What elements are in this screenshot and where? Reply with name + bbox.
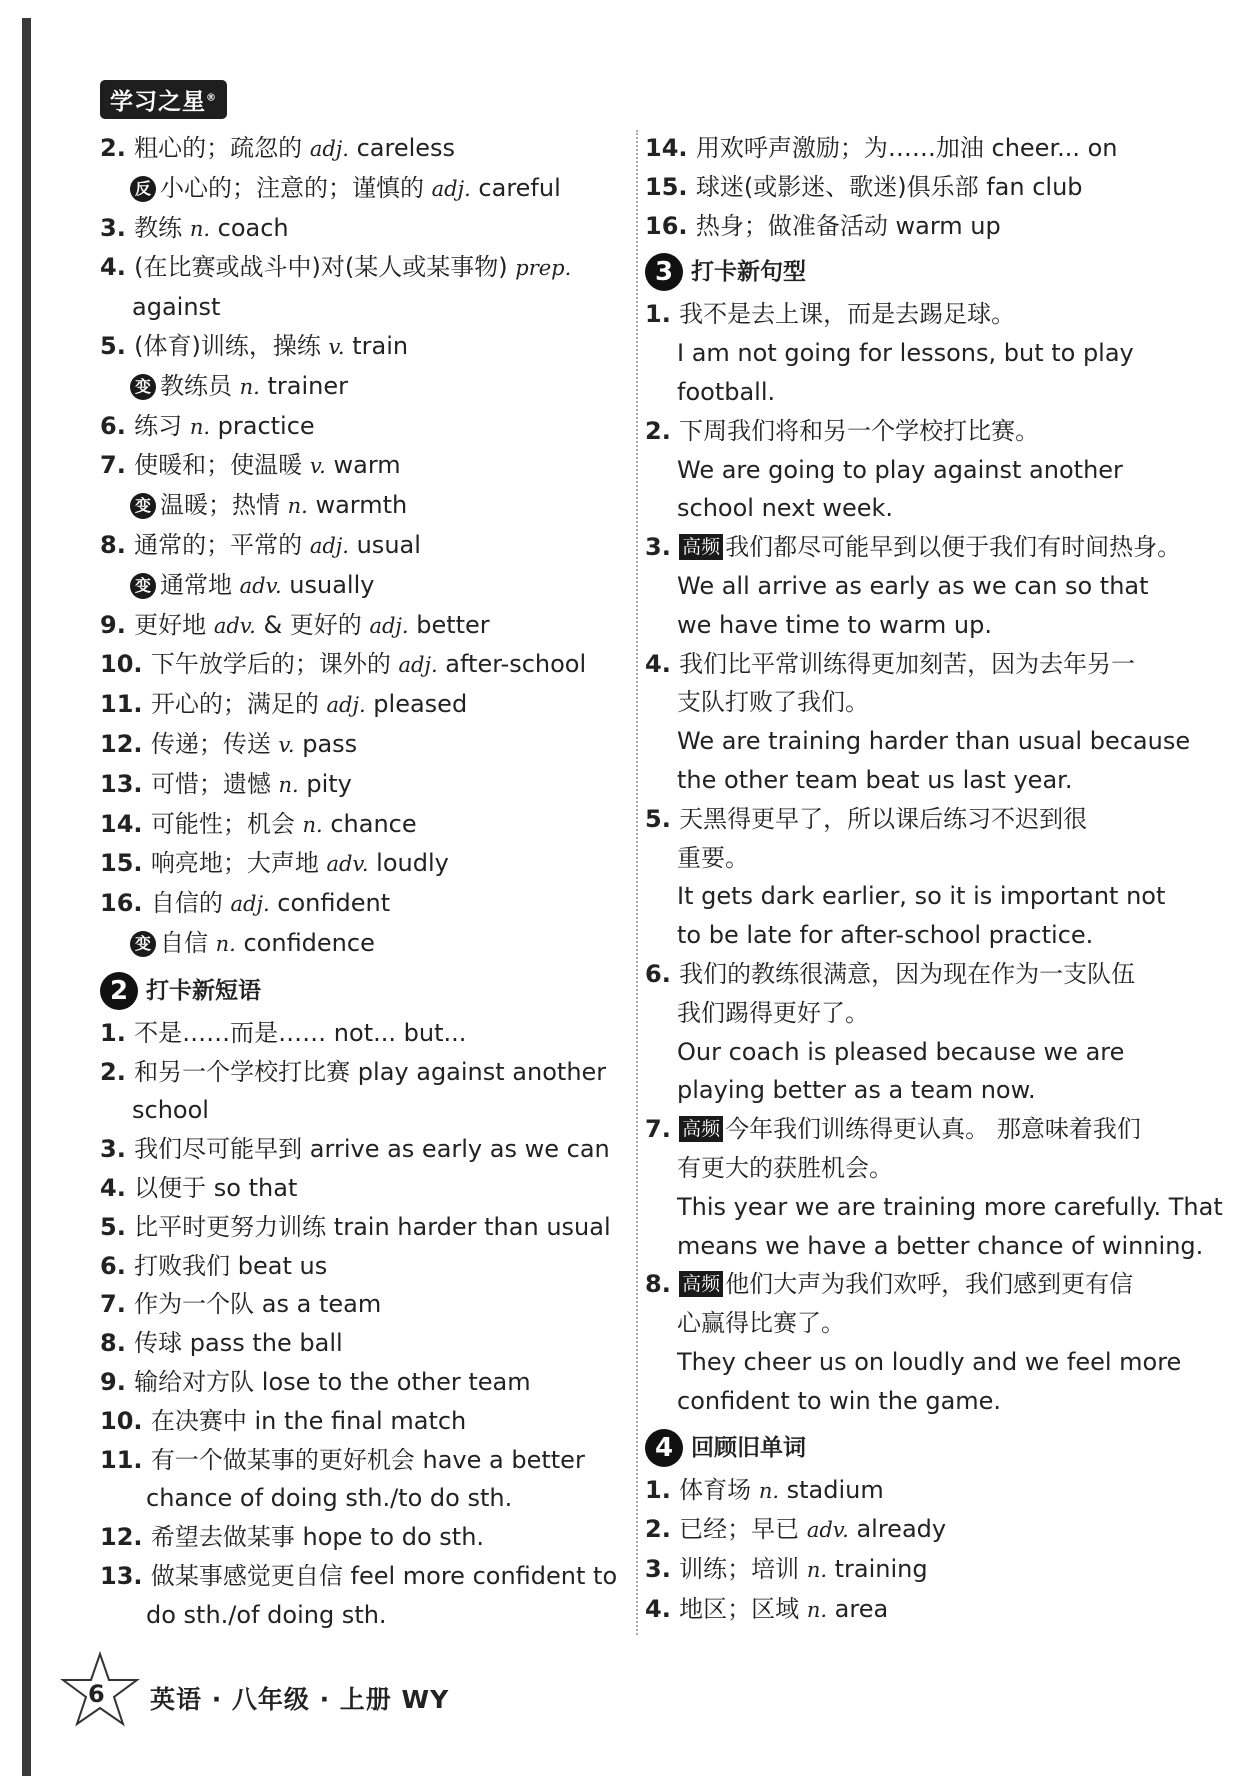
vocab-entry xyxy=(100,407,630,447)
section-new-phrases xyxy=(100,972,630,1010)
right-column xyxy=(645,129,1223,1630)
item-number: 16. xyxy=(645,211,696,240)
chinese-meaning: 可惜；遗憾 xyxy=(150,769,279,798)
phrase-text: 输给对方队 lose to the other team xyxy=(134,1367,531,1396)
sentence-chinese-cont: 心赢得比赛了。 xyxy=(677,1309,845,1338)
sentence-chinese xyxy=(645,1265,1165,1304)
phrase-text: 和另一个学校打比赛 play against another xyxy=(134,1057,607,1086)
section-title: 打卡新句型 xyxy=(691,259,806,286)
chinese-meaning: 地区；区域 xyxy=(679,1594,807,1623)
column-divider xyxy=(636,130,638,1635)
phrase-text: 用欢呼声激励；为……加油 cheer... on xyxy=(695,134,1118,162)
footer-title: 英语 · 八年级 · 上册 WY xyxy=(150,1685,450,1714)
chinese-meaning: 更好地 xyxy=(134,610,214,639)
english-word: chance xyxy=(322,809,417,838)
english-word: train xyxy=(344,331,409,360)
item-number: 2. xyxy=(645,416,680,445)
part-of-speech: n. xyxy=(215,931,236,956)
sentence-english: It gets dark earlier, so it is important not xyxy=(677,882,1166,911)
english-word: coach xyxy=(210,213,289,242)
chinese-meaning: 体育场 xyxy=(679,1475,759,1504)
sentence-english: to be late for after-school practice. xyxy=(677,921,1094,950)
english-word: careful xyxy=(470,173,561,202)
sentence-english: the other team beat us last year. xyxy=(677,765,1073,794)
sentence-english: They cheer us on loudly and we feel more xyxy=(677,1347,1182,1376)
item-number: 5. xyxy=(100,331,135,360)
sentence-chinese xyxy=(645,528,1182,567)
chinese-text: 我不是去上课，而是去踢足球。 xyxy=(679,300,1016,329)
vocab-entry xyxy=(100,924,630,964)
vocab-entry xyxy=(100,209,630,249)
item-number: 4. xyxy=(645,1594,680,1623)
chinese-meaning: (体育)训练，操练 xyxy=(134,331,329,360)
english-word: usually xyxy=(281,570,375,599)
item-number: 11. xyxy=(100,1445,151,1474)
part-of-speech: adv. xyxy=(239,573,282,598)
item-number: 9. xyxy=(100,610,135,639)
sentence-chinese xyxy=(645,1110,1165,1149)
left-column xyxy=(100,129,630,1634)
phrase-text: 我们尽可能早到 arrive as early as we can xyxy=(134,1135,610,1164)
chinese-meaning: 通常地 xyxy=(160,570,240,599)
vocab-entry xyxy=(645,1550,1165,1590)
part-of-speech: n. xyxy=(806,1558,828,1583)
part-of-speech: n. xyxy=(287,494,308,519)
phrase-entry xyxy=(100,1130,630,1169)
part-of-speech: adj. xyxy=(230,892,270,917)
sentence-english: This year we are training more carefully. That xyxy=(677,1192,1223,1221)
vocab-entry xyxy=(100,169,630,209)
part-of-speech: n. xyxy=(189,216,211,241)
item-number: 10. xyxy=(100,1406,151,1435)
variant-badge: 变 xyxy=(130,931,156,957)
item-number: 8. xyxy=(645,1270,680,1299)
item-number: 3. xyxy=(100,213,135,242)
chinese-meaning: 教练员 xyxy=(160,371,240,400)
chinese-meaning: 训练；培训 xyxy=(679,1555,807,1584)
english-word: practice xyxy=(210,411,315,440)
part-of-speech: adj. xyxy=(309,137,349,161)
chinese-text: 下周我们将和另一个学校打比赛。 xyxy=(679,416,1040,445)
section-review-words xyxy=(645,1429,1165,1467)
item-number: 1. xyxy=(645,300,680,329)
item-number: 3. xyxy=(645,1555,680,1584)
phrase-text: 热身；做准备活动 warm up xyxy=(695,211,1001,240)
item-number: 7. xyxy=(100,451,135,480)
vocab-entry xyxy=(100,327,630,367)
sentence-english: We all arrive as early as we can so that xyxy=(677,571,1149,600)
variant-badge: 变 xyxy=(130,374,156,400)
part-of-speech: adj. xyxy=(398,653,438,678)
part-of-speech: v. xyxy=(309,454,326,479)
part-of-speech: adj. xyxy=(431,176,471,201)
phrase-entry xyxy=(645,168,1165,207)
vocab-entry xyxy=(100,367,630,407)
variant-badge: 变 xyxy=(130,493,156,519)
section-title: 打卡新短语 xyxy=(146,977,261,1004)
phrase-entry xyxy=(645,207,1165,246)
english-word: confidence xyxy=(235,928,375,957)
item-number: 2. xyxy=(100,1057,135,1086)
phrase-continuation: chance of doing sth./to do sth. xyxy=(146,1484,513,1513)
item-number: 7. xyxy=(100,1290,135,1319)
chinese-meaning: 可能性；机会 xyxy=(150,809,303,838)
part-of-speech: adj. xyxy=(326,693,366,718)
item-number: 4. xyxy=(100,253,135,282)
chinese-meaning: 练习 xyxy=(134,411,190,440)
sentence-english: confident to win the game. xyxy=(677,1386,1002,1415)
item-number: 10. xyxy=(100,650,151,679)
chinese-meaning: 通常的；平常的 xyxy=(134,530,310,559)
phrase-entry xyxy=(100,1518,630,1557)
chinese-meaning: 自信的 xyxy=(150,889,231,918)
chinese-meaning: 使暖和；使温暖 xyxy=(134,451,310,480)
part-of-speech: n. xyxy=(239,374,260,399)
phrase-entry xyxy=(100,1324,630,1363)
part-of-speech: adj. xyxy=(369,613,409,638)
sentence-chinese xyxy=(645,295,1165,334)
english-word: area xyxy=(827,1594,889,1623)
part-of-speech: n. xyxy=(806,1597,828,1622)
item-number: 3. xyxy=(645,533,680,562)
english-word: already xyxy=(848,1515,947,1544)
vocab-entry xyxy=(100,645,630,685)
vocab-entry xyxy=(100,486,630,526)
english-word: better xyxy=(408,610,490,639)
chinese-meaning: 响亮地；大声地 xyxy=(150,849,327,878)
vocab-entry xyxy=(100,685,630,725)
vocab-entry xyxy=(100,446,630,486)
variant-badge: 反 xyxy=(130,176,156,202)
high-frequency-tag: 高频 xyxy=(679,1271,723,1297)
item-number: 2. xyxy=(100,134,135,162)
english-word: pity xyxy=(298,769,352,798)
item-number: 5. xyxy=(100,1212,135,1241)
sentence-english: I am not going for lessons, but to play xyxy=(677,339,1134,368)
chinese-meaning: 开心的；满足的 xyxy=(150,690,327,719)
phrase-text: 在决赛中 in the final match xyxy=(150,1406,467,1435)
high-frequency-tag: 高频 xyxy=(679,534,723,560)
part-of-speech: n. xyxy=(189,414,211,439)
item-number: 5. xyxy=(645,804,680,833)
item-number: 6. xyxy=(100,1251,135,1280)
vocab-entry xyxy=(100,805,630,845)
vocab-entry xyxy=(645,1590,1165,1630)
phrase-text: 作为一个队 as a team xyxy=(134,1290,382,1319)
chinese-meaning: 传递；传送 xyxy=(150,729,279,758)
phrase-entry xyxy=(100,1402,630,1441)
part-of-speech: v. xyxy=(278,732,295,757)
sentence-english: school next week. xyxy=(677,494,894,523)
phrase-text: 比平时更努力训练 train harder than usual xyxy=(134,1212,611,1241)
sentence-english: Our coach is pleased because we are xyxy=(677,1037,1125,1066)
english-word: pass xyxy=(294,729,358,758)
section-number: 4 xyxy=(645,1429,683,1467)
page-spine xyxy=(22,18,31,1776)
english-word: confident xyxy=(269,889,391,918)
item-number: 15. xyxy=(645,172,696,201)
english-word: usual xyxy=(348,530,421,559)
phrase-text: 做某事感觉更自信 feel more confident to xyxy=(150,1561,618,1590)
sentence-chinese xyxy=(645,412,1165,451)
english-word: training xyxy=(827,1555,928,1584)
item-number: 8. xyxy=(100,530,135,559)
item-number: 6. xyxy=(645,959,680,988)
phrase-entry xyxy=(100,1053,630,1092)
sentence-english: we have time to warm up. xyxy=(677,610,992,639)
chinese-text: 我们的教练很满意，因为现在作为一支队伍 xyxy=(679,959,1136,988)
item-number: 11. xyxy=(100,690,151,719)
chinese-meaning: 小心的；注意的；谨慎的 xyxy=(160,173,432,202)
chinese-text: 我们比平常训练得更加刻苦，因为去年另一 xyxy=(679,649,1136,678)
phrase-entry xyxy=(100,1363,630,1402)
item-number: 4. xyxy=(100,1173,135,1202)
section-number: 2 xyxy=(100,972,138,1010)
sentence-english: playing better as a team now. xyxy=(677,1076,1036,1105)
phrase-entry xyxy=(100,1285,630,1324)
sentence-chinese-cont: 重要。 xyxy=(677,843,749,872)
item-number: 6. xyxy=(100,411,135,440)
phrase-entry xyxy=(100,1014,630,1053)
section-title: 回顾旧单词 xyxy=(691,1434,806,1461)
vocab-entry xyxy=(100,606,630,646)
item-number: 7. xyxy=(645,1115,680,1144)
item-number: 12. xyxy=(100,729,151,758)
phrase-text: 球迷(或影迷、歌迷)俱乐部 fan club xyxy=(695,172,1083,201)
part-of-speech: adv. xyxy=(326,852,369,877)
english-word: stadium xyxy=(779,1475,884,1504)
chinese-text: 我们都尽可能早到以便于我们有时间热身。 xyxy=(725,533,1182,562)
vocab-entry xyxy=(100,526,630,566)
part-of-speech: n. xyxy=(758,1478,780,1503)
phrase-entry xyxy=(100,1441,630,1480)
english-word: warmth xyxy=(307,491,408,520)
phrase-text: 有一个做某事的更好机会 have a better xyxy=(150,1445,585,1474)
item-number: 12. xyxy=(100,1523,151,1552)
vocab-entry xyxy=(100,566,630,606)
vocab-entry xyxy=(100,884,630,924)
item-number: 9. xyxy=(100,1367,135,1396)
chinese-meaning: (在比赛或战斗中)对(某人或某事物) xyxy=(134,253,516,282)
phrase-entry xyxy=(645,129,1165,168)
item-number: 16. xyxy=(100,889,151,918)
chinese-meaning: 教练 xyxy=(134,213,190,242)
chinese-meaning: 粗心的；疏忽的 xyxy=(134,134,310,162)
vocab-entry xyxy=(100,725,630,765)
part-of-speech: adv. xyxy=(806,1518,849,1543)
phrase-text: 不是……而是…… not... but... xyxy=(134,1018,467,1047)
part-of-speech: n. xyxy=(278,772,299,797)
sentence-english: means we have a better chance of winning. xyxy=(677,1231,1204,1260)
sentence-english: We are going to play against another xyxy=(677,455,1123,484)
item-number: 8. xyxy=(100,1329,135,1358)
part-of-speech: v. xyxy=(328,334,345,359)
vocab-continuation: against xyxy=(132,293,221,322)
sentence-chinese-cont: 有更大的获胜机会。 xyxy=(677,1153,893,1182)
chinese-meaning: & 更好的 xyxy=(255,610,370,639)
item-number: 13. xyxy=(100,1561,151,1590)
english-word: careless xyxy=(348,134,456,162)
phrase-continuation: school xyxy=(132,1096,209,1125)
phrase-entry xyxy=(100,1169,630,1208)
english-word: after-school xyxy=(437,650,587,679)
phrase-text: 以便于 so that xyxy=(134,1173,298,1202)
brand-logo: 学习之星® xyxy=(100,80,227,119)
section-number: 3 xyxy=(645,253,683,291)
chinese-meaning: 温暖；热情 xyxy=(160,491,288,520)
sentence-chinese xyxy=(645,800,1165,839)
chinese-text: 他们大声为我们欢呼，我们感到更有信 xyxy=(725,1270,1134,1299)
vocab-entry xyxy=(100,248,630,288)
vocab-entry xyxy=(100,129,630,169)
part-of-speech: adj. xyxy=(309,533,349,558)
sentence-english: football. xyxy=(677,377,776,406)
sentence-chinese-cont: 我们踢得更好了。 xyxy=(677,998,869,1027)
phrase-text: 打败我们 beat us xyxy=(134,1251,328,1280)
phrase-entry xyxy=(100,1208,630,1247)
item-number: 4. xyxy=(645,649,680,678)
english-word: trainer xyxy=(259,371,348,400)
sentence-english: We are training harder than usual because xyxy=(677,727,1191,756)
english-word: pleased xyxy=(365,690,468,719)
vocab-entry xyxy=(100,765,630,805)
chinese-meaning: 自信 xyxy=(160,928,216,957)
item-number: 3. xyxy=(100,1135,135,1164)
variant-badge: 变 xyxy=(130,573,156,599)
english-word: loudly xyxy=(368,849,449,878)
part-of-speech: adv. xyxy=(213,613,256,638)
phrase-entry xyxy=(100,1557,630,1596)
vocab-entry xyxy=(645,1471,1165,1511)
item-number: 14. xyxy=(100,809,151,838)
chinese-meaning: 下午放学后的；课外的 xyxy=(150,650,399,679)
phrase-text: 希望去做某事 hope to do sth. xyxy=(150,1523,485,1552)
item-number: 14. xyxy=(645,134,696,162)
part-of-speech: prep. xyxy=(515,256,572,281)
item-number: 1. xyxy=(100,1018,135,1047)
part-of-speech: n. xyxy=(302,812,323,837)
phrase-text: 传球 pass the ball xyxy=(134,1329,343,1358)
chinese-meaning: 已经；早已 xyxy=(679,1515,807,1544)
vocab-entry xyxy=(100,844,630,884)
item-number: 2. xyxy=(645,1515,680,1544)
high-frequency-tag: 高频 xyxy=(679,1116,723,1142)
page-number: 6 xyxy=(88,1680,105,1708)
chinese-text: 今年我们训练得更认真。 那意味着我们 xyxy=(725,1115,1141,1144)
section-new-sentences xyxy=(645,253,1165,291)
item-number: 13. xyxy=(100,769,151,798)
chinese-text: 天黑得更早了，所以课后练习不迟到很 xyxy=(679,804,1088,833)
item-number: 1. xyxy=(645,1475,680,1504)
vocab-entry xyxy=(645,1510,1165,1550)
phrase-entry xyxy=(100,1247,630,1286)
english-word: warm xyxy=(325,451,401,480)
sentence-chinese xyxy=(645,645,1165,684)
sentence-chinese-cont: 支队打败了我们。 xyxy=(677,688,869,717)
phrase-continuation: do sth./of doing sth. xyxy=(146,1600,387,1629)
item-number: 15. xyxy=(100,849,151,878)
sentence-chinese xyxy=(645,955,1165,994)
